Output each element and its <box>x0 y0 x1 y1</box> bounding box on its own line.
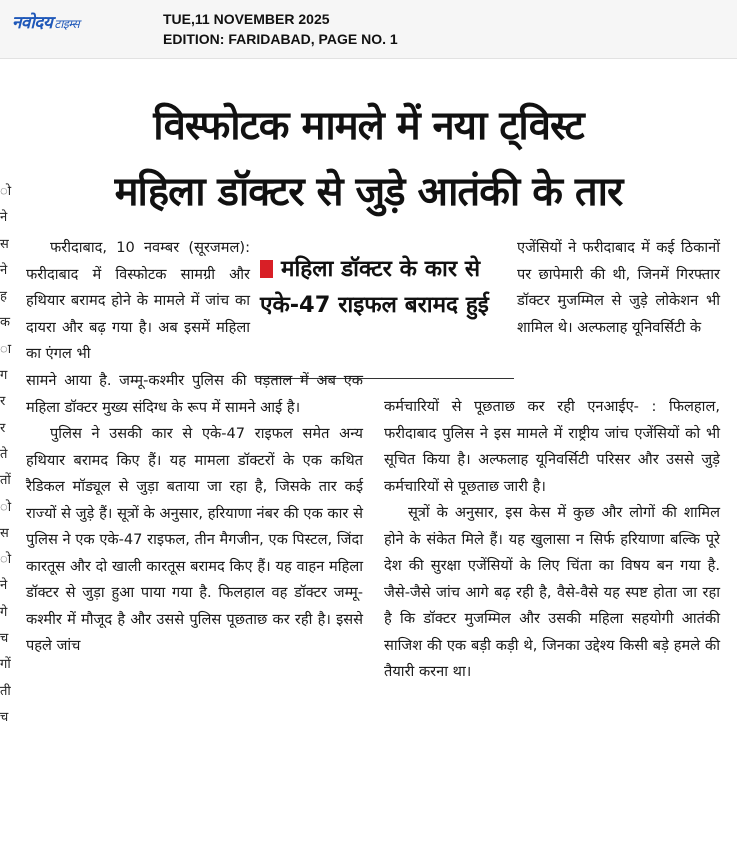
adjacent-column-fragment <box>0 179 12 731</box>
newspaper-clipping <box>0 59 737 842</box>
edge-fragment: ने <box>0 262 8 278</box>
edge-fragment: ो <box>0 552 12 568</box>
date-line: TUE,11 NOVEMBER 2025 <box>163 11 330 27</box>
edge-fragment: ह <box>0 289 7 305</box>
article-column-left-bottom <box>26 368 363 660</box>
edition-info <box>163 9 398 49</box>
edge-fragment: स <box>0 236 9 252</box>
edge-fragment: ती <box>0 683 11 699</box>
article-column-left-top <box>26 235 250 368</box>
edge-fragment: ो <box>0 499 12 515</box>
logo-subtext: टाइम्स <box>54 17 80 31</box>
article-paragraph: सामने आया है. जम्मू-कश्मीर पुलिस की पड़ताल में अब एक महिला डॉक्टर मुख्य संदिग्ध के रूप में सामने आई है। <box>26 372 363 416</box>
red-square-icon <box>260 260 273 278</box>
edge-fragment: ने <box>0 210 8 226</box>
edge-fragment: स <box>0 525 9 541</box>
edge-fragment: ने <box>0 578 8 594</box>
article-column-right-top <box>517 235 720 341</box>
edge-fragment: ते <box>0 446 8 462</box>
subheadline-text: महिला डॉक्टर के कार से एके-47 राइफल बरामद हुई <box>260 256 489 318</box>
edge-fragment: गों <box>0 657 11 673</box>
newspaper-logo[interactable] <box>12 10 79 33</box>
edge-fragment: ग <box>0 368 8 384</box>
edge-fragment: गे <box>0 604 8 620</box>
article-paragraph: कर्मचारियों से पूछताछ कर रही एनआईए- : फिलहाल, फरीदाबाद पुलिस ने इस मामले में राष्ट्रीय जांच एजेंसियों को भी सूचित किया है। अल्फलाह यूनिवर्सिटी परिसर और उससे जुड़े कर्मचारियों से पूछताछ जारी है। <box>384 398 720 495</box>
masthead-bar <box>0 0 737 59</box>
edge-fragment: क <box>0 315 10 331</box>
logo-text: नवोदय <box>12 13 53 33</box>
edge-fragment: च <box>0 709 9 725</box>
edge-fragment: ो <box>0 184 12 199</box>
edge-fragment: र <box>0 420 6 436</box>
edition-line: EDITION: FARIDABAD, PAGE NO. 1 <box>163 31 398 47</box>
article-paragraph: सूत्रों के अनुसार, इस केस में कुछ और लोगों की शामिल होने के संकेत मिले हैं। यह खुलासा न सिर्फ हरियाणा बल्कि पूरे देश की सुरक्षा एजेंसियों के लिए चिंता का विषय बन गया है. जैसे-जैसे जांच आगे बढ़ रही है, वैसे-वैसे यह स्पष्ट होता जा रहा है कि डॉक्टर मुजम्मिल और उसकी महिला सहयोगी आतंकी साजिश की एक बड़ी कड़ी थे, जिनका उद्देश्य किसी बड़े हमले की तैयारी करना था। <box>384 504 720 680</box>
headline-line-1: विस्फोटक मामले में नया ट्विस्ट <box>153 103 584 149</box>
article-column-right-bottom <box>384 394 720 686</box>
headline-line-2: महिला डॉक्टर से जुड़े आतंकी के तार <box>114 169 623 215</box>
article-paragraph: एजेंसियों ने फरीदाबाद में कई ठिकानों पर छापेमारी की थी, जिनमें गिरफ्तार डॉक्टर मुजम्मिल से जुड़े लोकेशन भी शामिल थे। अल्फलाह यूनिवर्सिटी के <box>517 239 720 336</box>
edge-fragment: च <box>0 631 9 647</box>
edge-fragment: तों <box>0 473 11 489</box>
article-paragraph: फरीदाबाद, 10 नवम्बर (सूरजमल): फरीदाबाद में विस्फोटक सामग्री और हथियार बरामद होने के मामले में जांच का दायरा और बढ़ गया है। अब इसमें महिला का एंगल भी <box>26 239 250 362</box>
subheadline <box>260 251 510 323</box>
edge-fragment: र <box>0 394 6 410</box>
article-paragraph: पुलिस ने उसकी कार से एके-47 राइफल समेत अन्य हथियार बरामद किए हैं। यह मामला डॉक्टरों के एक कथित रैडिकल मॉड्यूल से जुड़ा बताया जा रहा है, जिसके तार कई राज्यों से जुड़े हैं। सूत्रों के अनुसार, हरियाणा नंबर की एक कार से पुलिस ने एक एके-47 राइफल, तीन मैगजीन, एक पिस्टल, जिंदा कारतूस और दो खाली कारतूस बरामद किए हैं। यह वाहन महिला डॉक्टर से जुड़ा हुआ पाया गया है. फिलहाल वह डॉक्टर जम्मू-कश्मीर में मौजूद है और उससे पुलिस पूछताछ कर रही है। इससे पहले जांच <box>26 425 363 654</box>
edge-fragment: ा <box>0 341 12 357</box>
